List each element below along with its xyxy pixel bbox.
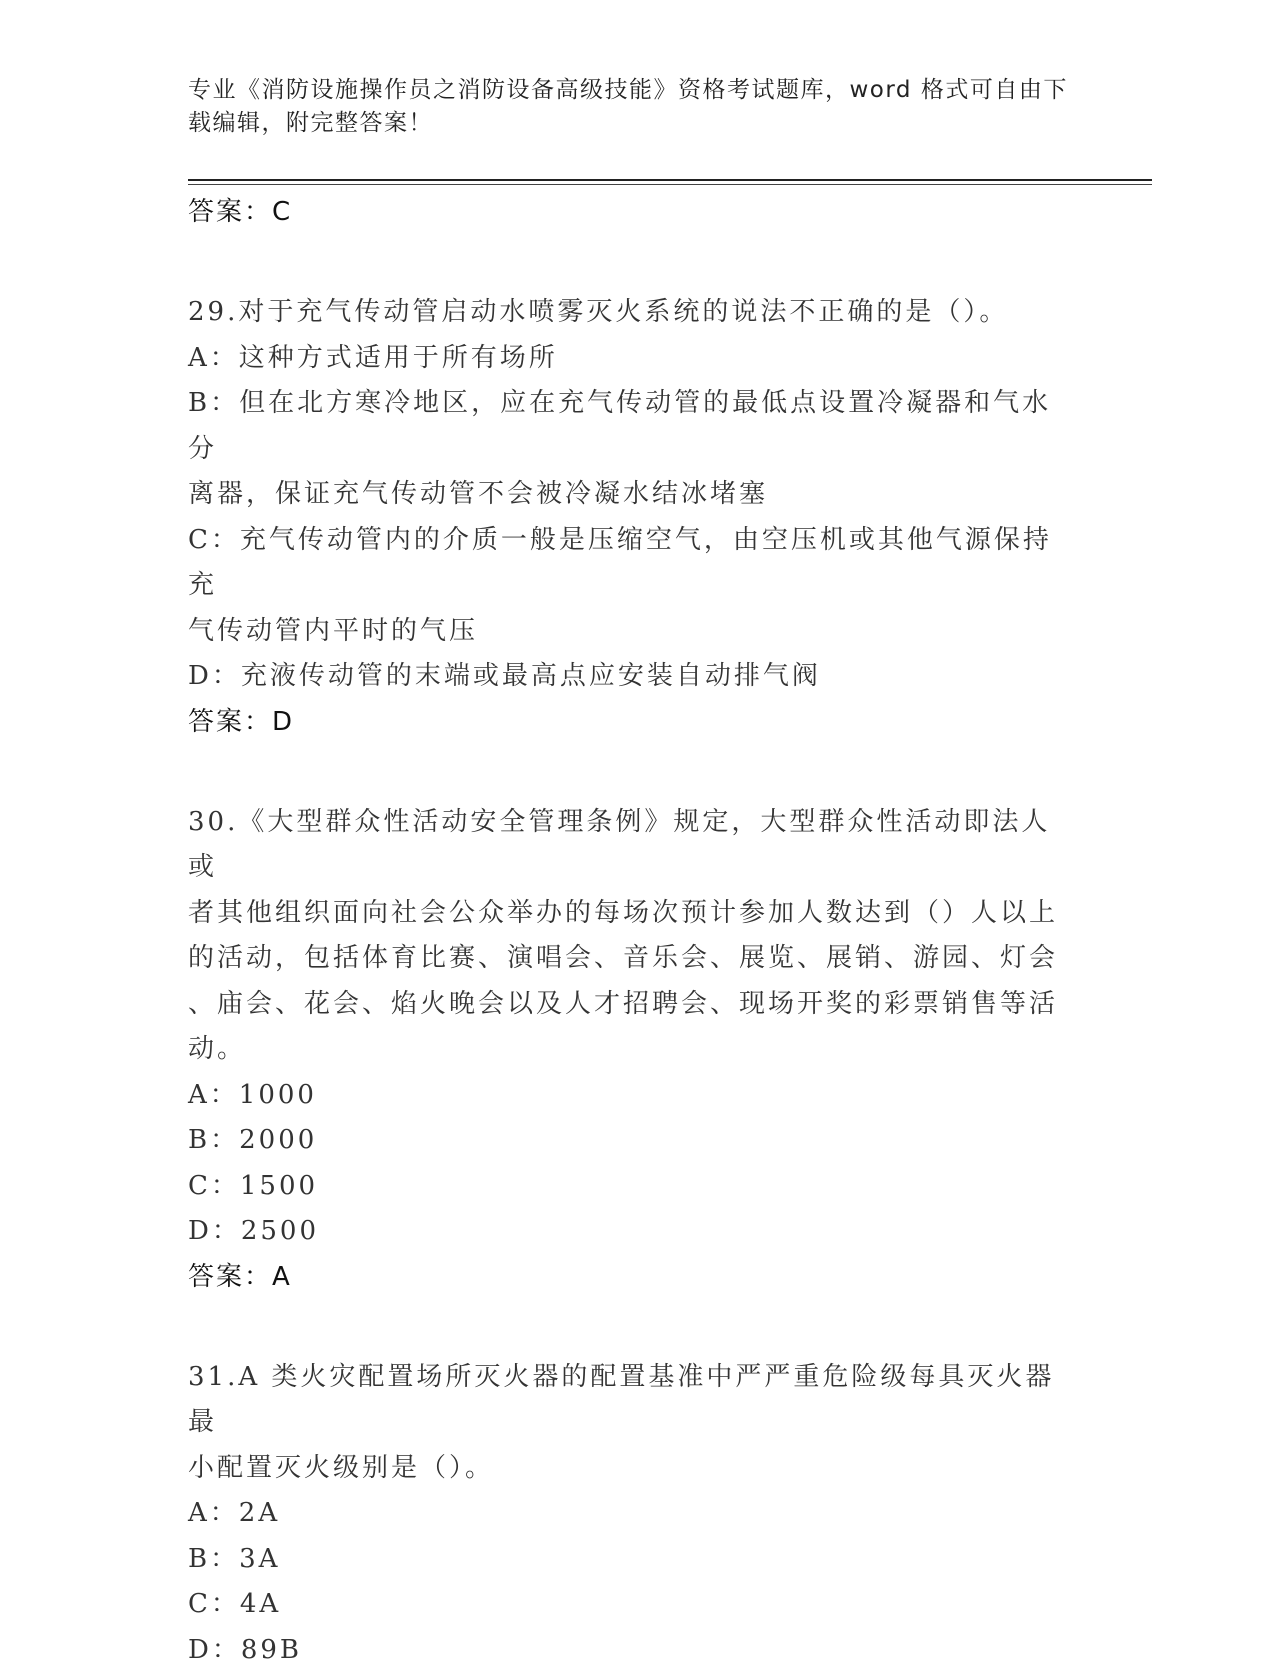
option-d: D：充液传动管的末端或最高点应安装自动排气阀 bbox=[188, 654, 1078, 700]
question-31 bbox=[188, 1355, 1078, 1673]
option-b: B：2000 bbox=[188, 1118, 1078, 1164]
question-text-line: 者其他组织面向社会公众举办的每场次预计参加人数达到（）人以上 bbox=[188, 891, 1078, 937]
question-text-line: 的活动，包括体育比赛、演唱会、音乐会、展览、展销、游园、灯会 bbox=[188, 936, 1078, 982]
option-b: B：3A bbox=[188, 1537, 1078, 1583]
question-list bbox=[188, 190, 1078, 1673]
header-divider-thin bbox=[188, 184, 1152, 185]
option-b: B：但在北方寒冷地区，应在充气传动管的最低点设置冷凝器和气水分 bbox=[188, 381, 1078, 472]
option-c: C：1500 bbox=[188, 1164, 1078, 1210]
question-text-line: 31.A 类火灾配置场所灭火器的配置基准中严严重危险级每具灭火器最 bbox=[188, 1355, 1078, 1446]
question-text-line: 29.对于充气传动管启动水喷雾灭火系统的说法不正确的是（）。 bbox=[188, 290, 1078, 336]
option-d: D：89B bbox=[188, 1628, 1078, 1673]
answer-line: 答案：C bbox=[188, 190, 1078, 235]
question-29 bbox=[188, 290, 1078, 745]
question-text-line: 30.《大型群众性活动安全管理条例》规定，大型群众性活动即法人或 bbox=[188, 800, 1078, 891]
option-b-continued: 离器，保证充气传动管不会被冷凝水结冰堵塞 bbox=[188, 472, 1078, 518]
question-text-line: 、庙会、花会、焰火晚会以及人才招聘会、现场开奖的彩票销售等活 bbox=[188, 982, 1078, 1028]
header-line-1: 专业《消防设施操作员之消防设备高级技能》资格考试题库，word 格式可自由下 bbox=[188, 74, 1068, 107]
option-c-continued: 气传动管内平时的气压 bbox=[188, 609, 1078, 655]
option-d: D：2500 bbox=[188, 1209, 1078, 1255]
option-a: A：这种方式适用于所有场所 bbox=[188, 336, 1078, 382]
document-header bbox=[188, 74, 1068, 140]
option-c: C：充气传动管内的介质一般是压缩空气，由空压机或其他气源保持充 bbox=[188, 518, 1078, 609]
header-divider-thick bbox=[188, 179, 1152, 181]
question-30 bbox=[188, 800, 1078, 1300]
option-a: A：2A bbox=[188, 1491, 1078, 1537]
question-text-line: 小配置灭火级别是（）。 bbox=[188, 1446, 1078, 1492]
answer-line: 答案：D bbox=[188, 700, 1078, 745]
header-line-2: 载编辑，附完整答案！ bbox=[188, 107, 1068, 140]
question-text-line: 动。 bbox=[188, 1027, 1078, 1073]
option-c: C：4A bbox=[188, 1582, 1078, 1628]
option-a: A：1000 bbox=[188, 1073, 1078, 1119]
answer-line: 答案：A bbox=[188, 1255, 1078, 1300]
